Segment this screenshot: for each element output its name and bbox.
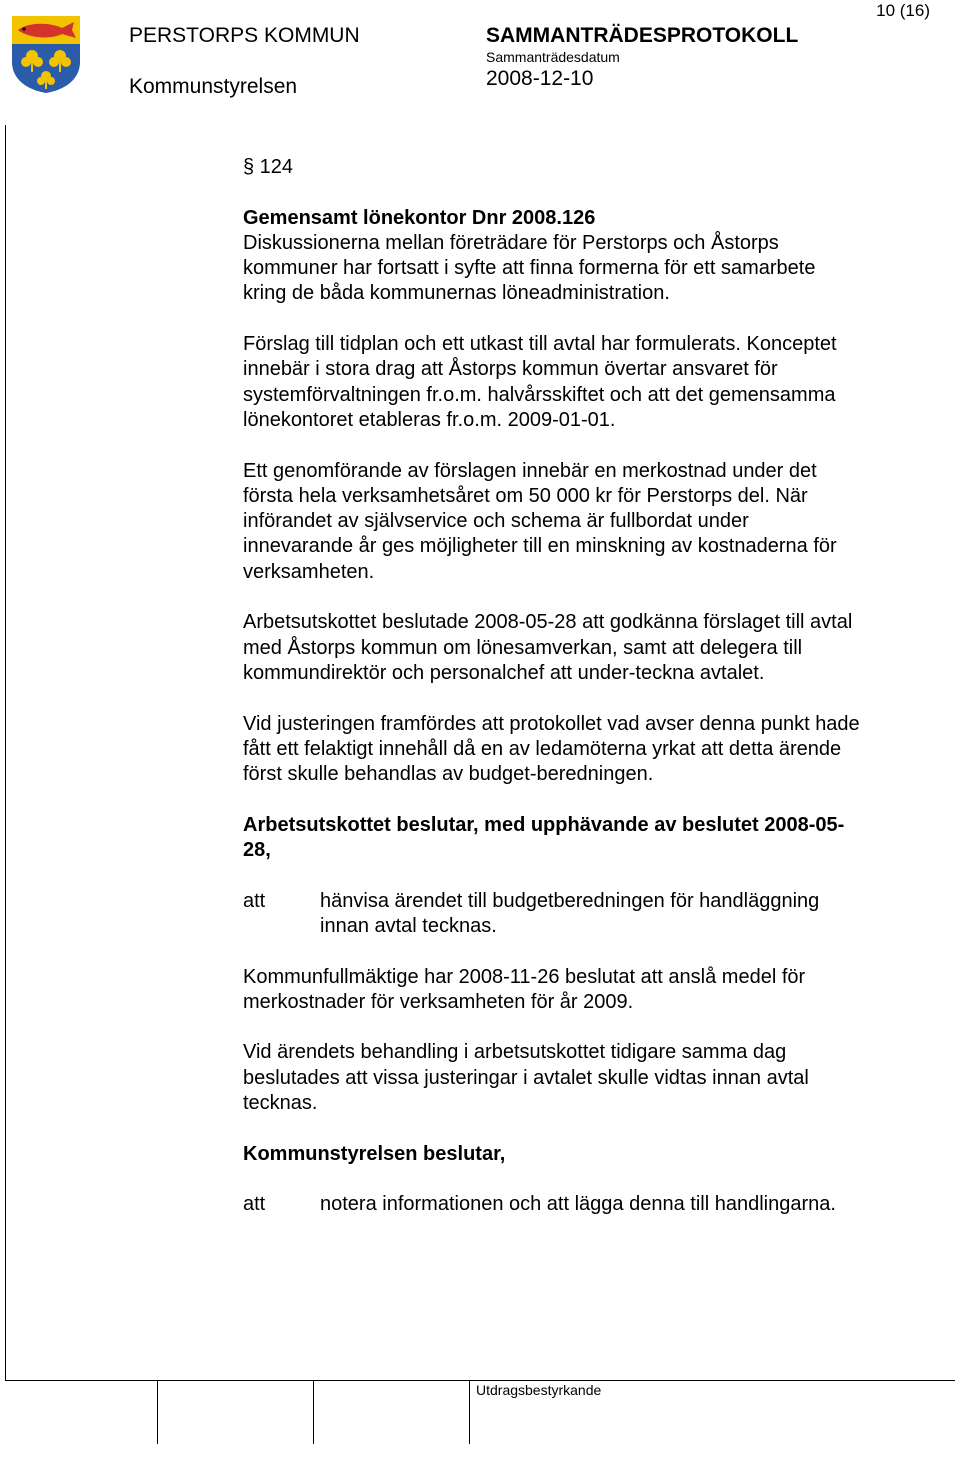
- extract-certification-label: Utdragsbestyrkande: [476, 1382, 602, 1398]
- body-paragraph: Förslag till tidplan och ett utkast till avtal har formulerats. Konceptet innebär i stora drag att Åstorps kommun övertar ansvaret för systemförvaltningen fr.o.m. halvårsskiftet och att det gemensamma lönekontoret etableras fr.o.m. 2009-01-01.: [243, 333, 837, 431]
- decision-heading: Kommunstyrelsen beslutar,: [243, 1142, 506, 1165]
- document-type: SAMMANTRÄDESPROTOKOLL: [486, 24, 799, 47]
- section-title: Gemensamt lönekontor Dnr 2008.126: [243, 206, 596, 229]
- decision-text: hänvisa ärendet till budgetberedningen för handläggning innan avtal tecknas.: [320, 889, 820, 937]
- coat-of-arms-icon: [10, 14, 82, 94]
- paragraph-number: § 124: [243, 156, 294, 178]
- board-name: Kommunstyrelsen: [129, 75, 298, 98]
- footer-signature-divider: [313, 1380, 314, 1444]
- att-marker: att: [243, 1193, 266, 1216]
- minutes-section: [243, 155, 863, 1243]
- municipality-name: PERSTORPS KOMMUN: [129, 24, 360, 47]
- att-marker: att: [243, 889, 266, 912]
- decision-text: notera informationen och att lägga denna till handlingarna.: [320, 1193, 836, 1216]
- body-paragraph: Vid ärendets behandling i arbetsutskottet tidigare samma dag beslutades att vissa justeringar i avtalet skulle vidtas innan avtal tecknas.: [243, 1041, 809, 1114]
- footer-signature-divider: [157, 1380, 158, 1444]
- footer-signature-divider: [469, 1380, 470, 1444]
- left-margin-rule: [5, 125, 6, 1380]
- body-paragraph: Diskussionerna mellan företrädare för Perstorps och Åstorps kommuner har fortsatt i syfte att finna formerna för ett samarbete kring de båda kommunernas löneadministration.: [243, 231, 816, 305]
- page-number: 10 (16): [876, 1, 930, 20]
- decision-heading: Arbetsutskottet beslutar, med upphävande av beslutet 2008-05-28,: [243, 813, 845, 862]
- meeting-date-label: Sammanträdesdatum: [486, 49, 620, 65]
- body-paragraph: Ett genomförande av förslagen innebär en merkostnad under det första hela verksamhetsåret om 50 000 kr för Perstorps del. När införandet av självservice och schema är fullbordat under innevarande år ges möjligheter till en minskning av kostnaderna för verksamheten.: [243, 459, 837, 583]
- body-paragraph: Vid justeringen framfördes att protokollet vad avser denna punkt hade fått ett felaktigt innehåll då en av ledamöterna yrkat att detta ärende först skulle behandlas av budget-beredningen.: [243, 712, 860, 786]
- body-paragraph: Kommunfullmäktige har 2008-11-26 beslutat att anslå medel för merkostnader för verksamheten för år 2009.: [243, 965, 806, 1013]
- decision-item: [243, 889, 863, 940]
- decision-item: [243, 1192, 863, 1217]
- body-paragraph: Arbetsutskottet beslutade 2008-05-28 att godkänna förslaget till avtal med Åstorps kommun om lönesamverkan, samt att delegera till kommundirektör och personalchef att under-teckna avtalet.: [243, 611, 853, 684]
- footer-top-rule: [5, 1380, 955, 1381]
- meeting-date: 2008-12-10: [486, 67, 594, 90]
